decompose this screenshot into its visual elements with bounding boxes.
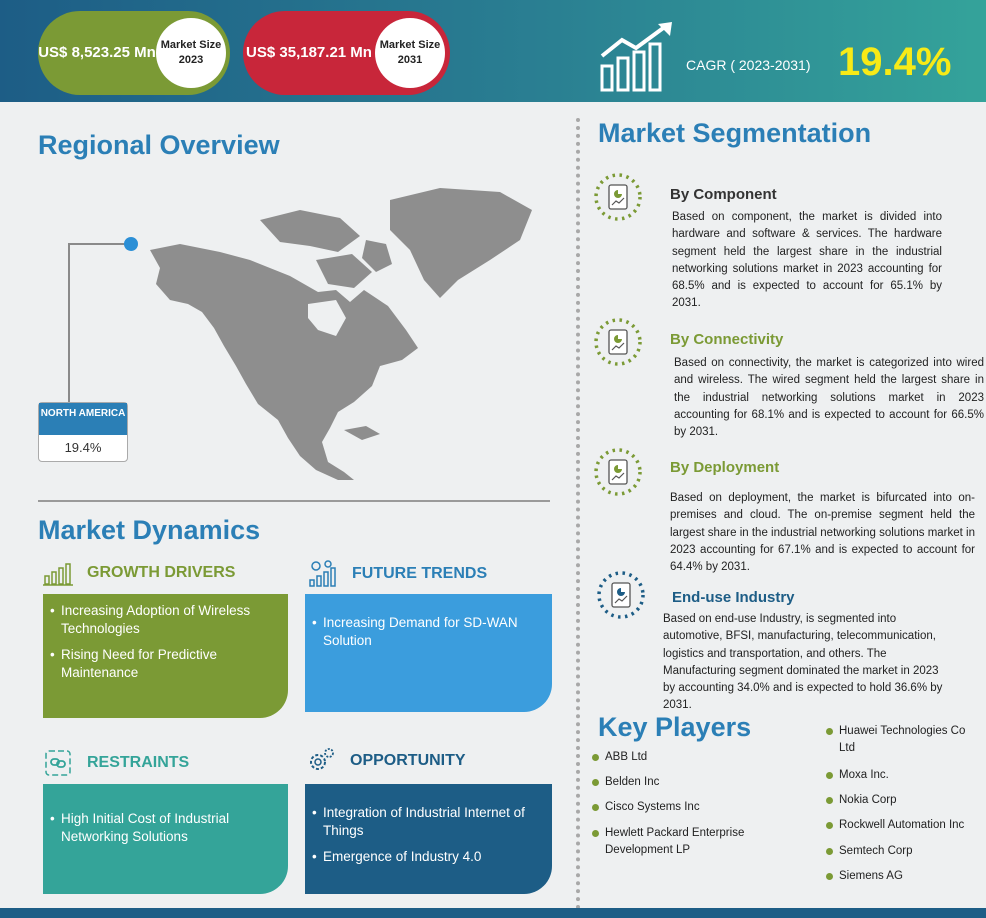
- bullet: [592, 779, 599, 786]
- key-player-item: Huawei Technologies Co Ltd: [839, 725, 966, 754]
- growth-drivers-title: GROWTH DRIVERS: [87, 564, 236, 581]
- key-player-item: ABB Ltd: [605, 751, 648, 763]
- market-size-2023-label: Market Size 2023: [156, 18, 226, 88]
- horizontal-divider: [38, 500, 550, 502]
- header-banner: [0, 0, 986, 102]
- bullet: [826, 728, 833, 735]
- growth-chart-icon: [600, 22, 676, 92]
- broken-chain-icon: [43, 748, 73, 778]
- segment-body-deployment: Based on deployment, the market is bifurcated into on-premises and cloud. The on-premise segment held the largest share in the industrial networking solutions market in 2023 accounting for 67.1% and is expected to account for 64.4% by 2031.: [670, 492, 975, 574]
- future-trends-heading: [308, 560, 487, 588]
- key-player-item: Nokia Corp: [839, 794, 897, 806]
- opportunity-item: • Emergence of Industry 4.0: [323, 848, 538, 866]
- segment-title-component: By Component: [670, 186, 777, 203]
- segment-title-deployment: By Deployment: [670, 459, 780, 476]
- bullet: [826, 797, 833, 804]
- key-player-item: Semtech Corp: [839, 845, 913, 857]
- key-player-item: Rockwell Automation Inc: [839, 819, 965, 831]
- key-player-item: Belden Inc: [605, 776, 660, 788]
- segment-title-connectivity: By Connectivity: [670, 331, 784, 348]
- region-callout: [38, 402, 128, 462]
- deployment-report-icon: [593, 447, 643, 497]
- segment-body-component: Based on component, the market is divided into hardware and software & services. The hardware segment held the largest share in the industrial networking solutions market in 2023 accounting for 68.5% and is expected to account for 65.1% by 2031.: [672, 211, 942, 310]
- segment-body-end-use: Based on end-use Industry, is segmented into automotive, BFSI, manufacturing, telecommunication, logistics and transportation, and others. The Manufacturing segment dominated the market in 2023 by accounting 34.0% and is expected to hold 36.6% by 2031.: [663, 613, 943, 712]
- bullet: [826, 848, 833, 855]
- footer-bar: [0, 908, 986, 918]
- growth-drivers-box: [43, 594, 288, 718]
- key-players-title: Key Players: [598, 712, 752, 742]
- bullet: [826, 822, 833, 829]
- market-dynamics-title: Market Dynamics: [38, 515, 261, 545]
- opportunity-title: OPPORTUNITY: [350, 752, 466, 769]
- connectivity-report-icon: [593, 317, 643, 367]
- region-value: 19.4%: [64, 440, 102, 455]
- restraint-item: • High Initial Cost of Industrial Networking Solutions: [61, 810, 274, 846]
- segment-title-end-use: End-use Industry: [672, 589, 795, 606]
- cagr-label: CAGR ( 2023-2031): [686, 57, 811, 73]
- restraints-box: [43, 784, 288, 894]
- market-size-2031-pill: [243, 11, 450, 95]
- bullet: [592, 754, 599, 761]
- future-trend-item: • Increasing Demand for SD-WAN Solution: [323, 614, 538, 650]
- segment-body-connectivity: Based on connectivity, the market is categorized into wired and wireless. The wired segment held the largest share in the industrial networking solutions market in 2023 accounting for 68.1% and is expected to account for 66.5% by 2031.: [674, 357, 984, 439]
- bullet: [592, 804, 599, 811]
- regional-overview-title: Regional Overview: [38, 130, 280, 160]
- opportunity-item: • Integration of Industrial Internet of Things: [323, 804, 538, 840]
- future-trends-box: [305, 594, 552, 712]
- cagr-value: 19.4%: [838, 40, 952, 84]
- market-size-2023-pill: [38, 11, 230, 95]
- key-player-item: Siemens AG: [839, 870, 903, 882]
- growth-driver-item: • Rising Need for Predictive Maintenance: [61, 646, 274, 682]
- bullet: [826, 772, 833, 779]
- key-player-item: Hewlett Packard Enterprise Development LP: [605, 827, 745, 856]
- key-player-item: Moxa Inc.: [839, 769, 889, 781]
- restraints-title: RESTRAINTS: [87, 754, 190, 771]
- bullet: [826, 873, 833, 880]
- market-size-2023-value: US$ 8,523.25 Mn: [38, 44, 156, 61]
- opportunity-box: [305, 784, 552, 894]
- market-size-2031-value: US$ 35,187.21 Mn: [246, 44, 372, 61]
- growth-driver-item: • Increasing Adoption of Wireless Technologies: [61, 602, 274, 638]
- vertical-divider: [576, 118, 580, 918]
- market-segmentation-title: Market Segmentation: [598, 118, 872, 148]
- market-size-2031-label: Market Size 2031: [375, 18, 445, 88]
- north-america-map: [140, 180, 550, 480]
- trend-chart-icon: [308, 560, 338, 588]
- region-name: NORTH AMERICA: [39, 403, 127, 435]
- growth-drivers-heading: [43, 560, 235, 586]
- opportunity-heading: [306, 746, 466, 776]
- region-marker-dot: [124, 237, 138, 251]
- region-connector-line: [68, 243, 70, 403]
- component-report-icon: [593, 172, 643, 222]
- future-trends-title: FUTURE TRENDS: [352, 565, 488, 582]
- bullet: [592, 830, 599, 837]
- key-player-item: Cisco Systems Inc: [605, 801, 700, 813]
- end-use-report-icon: [596, 570, 646, 620]
- region-connector-line-h: [68, 243, 126, 245]
- bar-chart-icon: [43, 560, 73, 586]
- restraints-heading: [43, 748, 189, 778]
- gears-icon: [306, 746, 336, 776]
